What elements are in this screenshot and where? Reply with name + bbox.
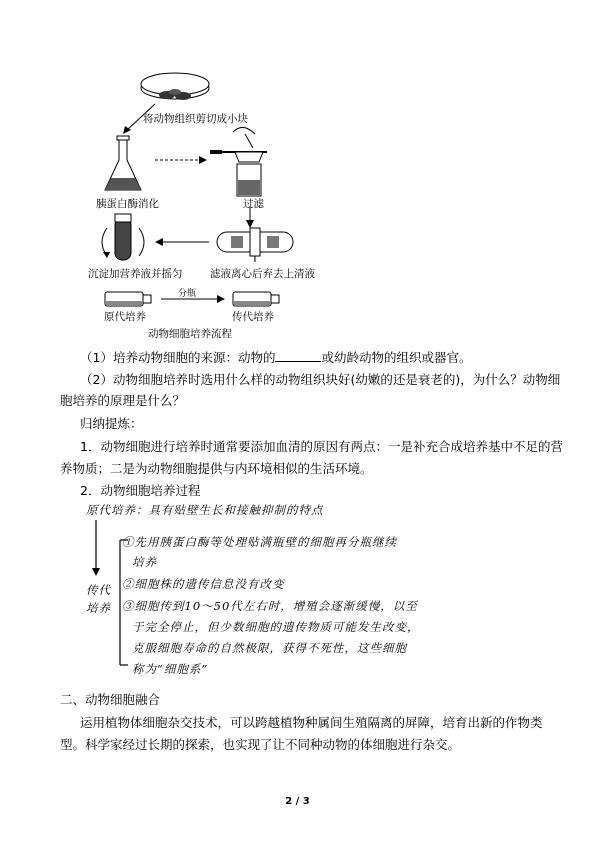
summary-point-1-line-2: 养物质；二是为动物细胞提供与内环境相似的生活环境。 bbox=[60, 461, 373, 476]
figure-caption: 动物细胞培养流程 bbox=[148, 328, 232, 340]
section-2-line-1: 运用植物体细胞杂交技术，可以跨越植物种属间生殖隔离的屏障，培育出新的作物类 bbox=[80, 715, 543, 730]
handwritten-notes bbox=[62, 500, 420, 682]
hand-passage-label-1: 传代 bbox=[86, 583, 111, 597]
section-2-heading: 二、动物细胞融合 bbox=[60, 692, 161, 707]
centrifuge-icon bbox=[217, 228, 293, 262]
summary-point-2: 2．动物细胞培养过程 bbox=[80, 483, 201, 498]
hand-item-3-line-1: ③细胞传到10～50代左右时，增殖会逐渐缓慢，以至 bbox=[122, 599, 418, 613]
question-2-line-1: （2）动物细胞培养时选用什么样的动物组织块好(幼嫩的还是衰老的)，为什么？动物细 bbox=[80, 372, 561, 387]
summary-point-1-line-1: 1．动物细胞进行培养时通常要添加血清的原因有两点：一是补充合成培养基中不足的营 bbox=[80, 439, 563, 454]
label-centrifuge: 滤液离心后弃去上清液 bbox=[210, 268, 315, 280]
culture-bottle-icon bbox=[105, 292, 151, 306]
hand-item-1-line-2: 培养 bbox=[132, 555, 157, 569]
hand-passage-label-2: 培养 bbox=[86, 601, 111, 615]
question-2-line-2: 胞培养的原理是什么？ bbox=[60, 393, 186, 408]
question-1-suffix: 或幼龄动物的组织或器官。 bbox=[321, 350, 472, 365]
hand-item-2: ②细胞株的遗传信息没有改变 bbox=[122, 577, 285, 591]
label-split: 分瓶 bbox=[178, 289, 197, 299]
label-passage: 传代培养 bbox=[232, 311, 274, 323]
hand-item-3-line-3: 克服细胞寿命的自然极限，获得不死性，这些细胞 bbox=[132, 641, 407, 655]
label-resuspend: 沉淀加营养液并摇匀 bbox=[88, 268, 183, 280]
page-number: 2 / 3 bbox=[285, 796, 310, 807]
label-filter: 过滤 bbox=[243, 198, 264, 210]
question-1 bbox=[80, 348, 471, 367]
label-primary: 原代培养 bbox=[104, 311, 146, 323]
label-mince: 将动物组织剪切成小块 bbox=[143, 113, 248, 125]
summary-heading: 归纳提炼： bbox=[80, 416, 143, 431]
test-tube-icon bbox=[102, 214, 144, 260]
question-1-prefix: （1）培养动物细胞的来源：动物的 bbox=[80, 350, 276, 365]
question-1-blank bbox=[275, 349, 321, 362]
hand-item-1-line-1: ①先用胰蛋白酶等处理贴满瓶壁的细胞再分瓶继续 bbox=[122, 535, 397, 549]
label-trypsin: 胰蛋白酶消化 bbox=[96, 198, 159, 210]
hand-item-3-line-2: 于完全停止，但少数细胞的遗传物质可能发生改变， bbox=[132, 620, 420, 634]
hand-item-3-line-4: 称为“细胞系” bbox=[132, 662, 209, 676]
section-2-line-2: 型。科学家经过长期的探索，也实现了让不同种动物的体细胞进行杂交。 bbox=[60, 737, 461, 752]
passage-bottle-icon bbox=[233, 292, 279, 306]
petri-dish-icon bbox=[141, 73, 209, 100]
hand-primary: 原代培养：具有贴壁生长和接触抑制的特点 bbox=[86, 503, 324, 517]
filter-apparatus-icon bbox=[210, 127, 267, 196]
conical-flask-icon bbox=[105, 136, 141, 190]
